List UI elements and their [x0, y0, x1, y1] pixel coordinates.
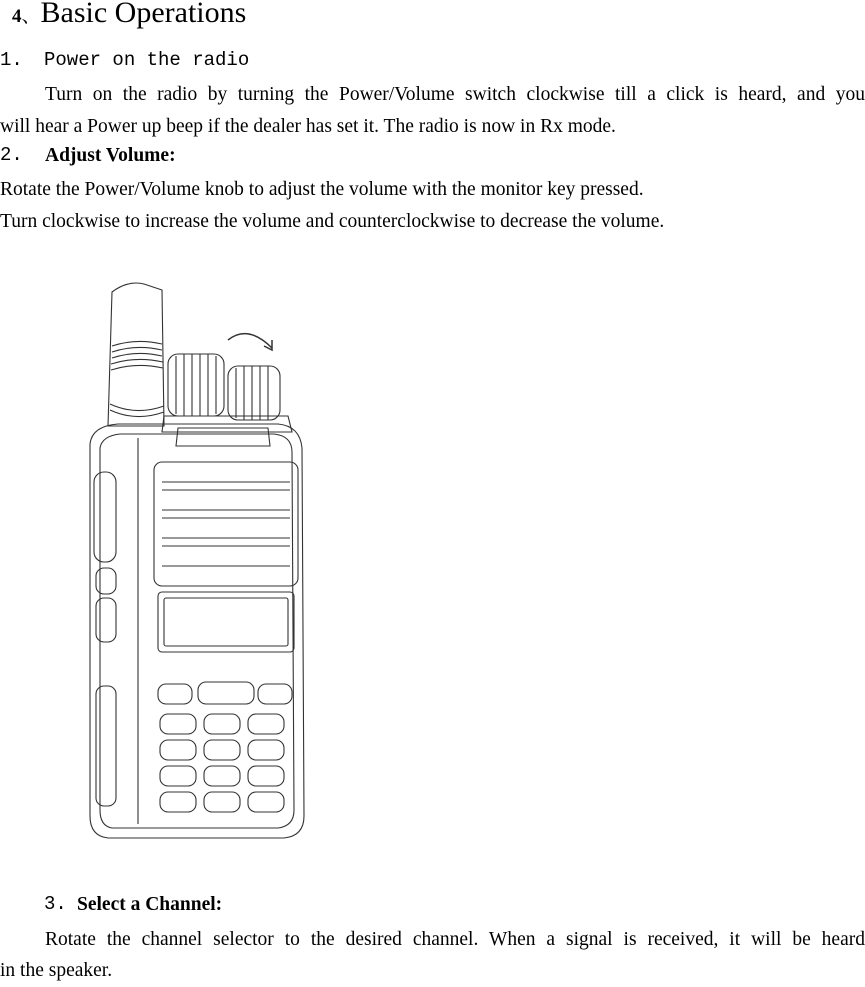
step-2-heading: [0, 144, 176, 166]
step-3-heading: [44, 893, 223, 915]
step-1-line-1: Turn on the radio by turning the Power/Volume switch clockwise till a click is heard, and you: [45, 84, 865, 105]
section-number: 4: [12, 6, 22, 27]
radio-illustration: [78, 276, 318, 848]
step-2-line-1: Rotate the Power/Volume knob to adjust the volume with the monitor key pressed.: [0, 179, 644, 200]
step-3-line-2: in the speaker.: [0, 960, 113, 981]
section-heading: [12, 0, 246, 30]
step-2-title: Adjust Volume:: [45, 145, 176, 166]
section-separator: 、: [21, 5, 41, 27]
step-1-title: Power on the radio: [44, 49, 250, 71]
step-1-heading: [0, 49, 250, 71]
section-title: Basic Operations: [40, 0, 247, 29]
step-2-line-2: Turn clockwise to increase the volume and counterclockwise to decrease the volume.: [0, 211, 665, 232]
step-3-title: Select a Channel:: [77, 894, 223, 915]
step-1-line-2: will hear a Power up beep if the dealer has set it. The radio is now in Rx mode.: [0, 116, 616, 137]
step-2-number: 2.: [0, 144, 23, 166]
step-3-number: 3.: [44, 893, 67, 915]
step-1-number: 1.: [0, 49, 23, 71]
two-way-radio-icon: [78, 276, 318, 848]
step-3-line-1: Rotate the channel selector to the desired channel. When a signal is received, it will be heard: [45, 929, 865, 950]
